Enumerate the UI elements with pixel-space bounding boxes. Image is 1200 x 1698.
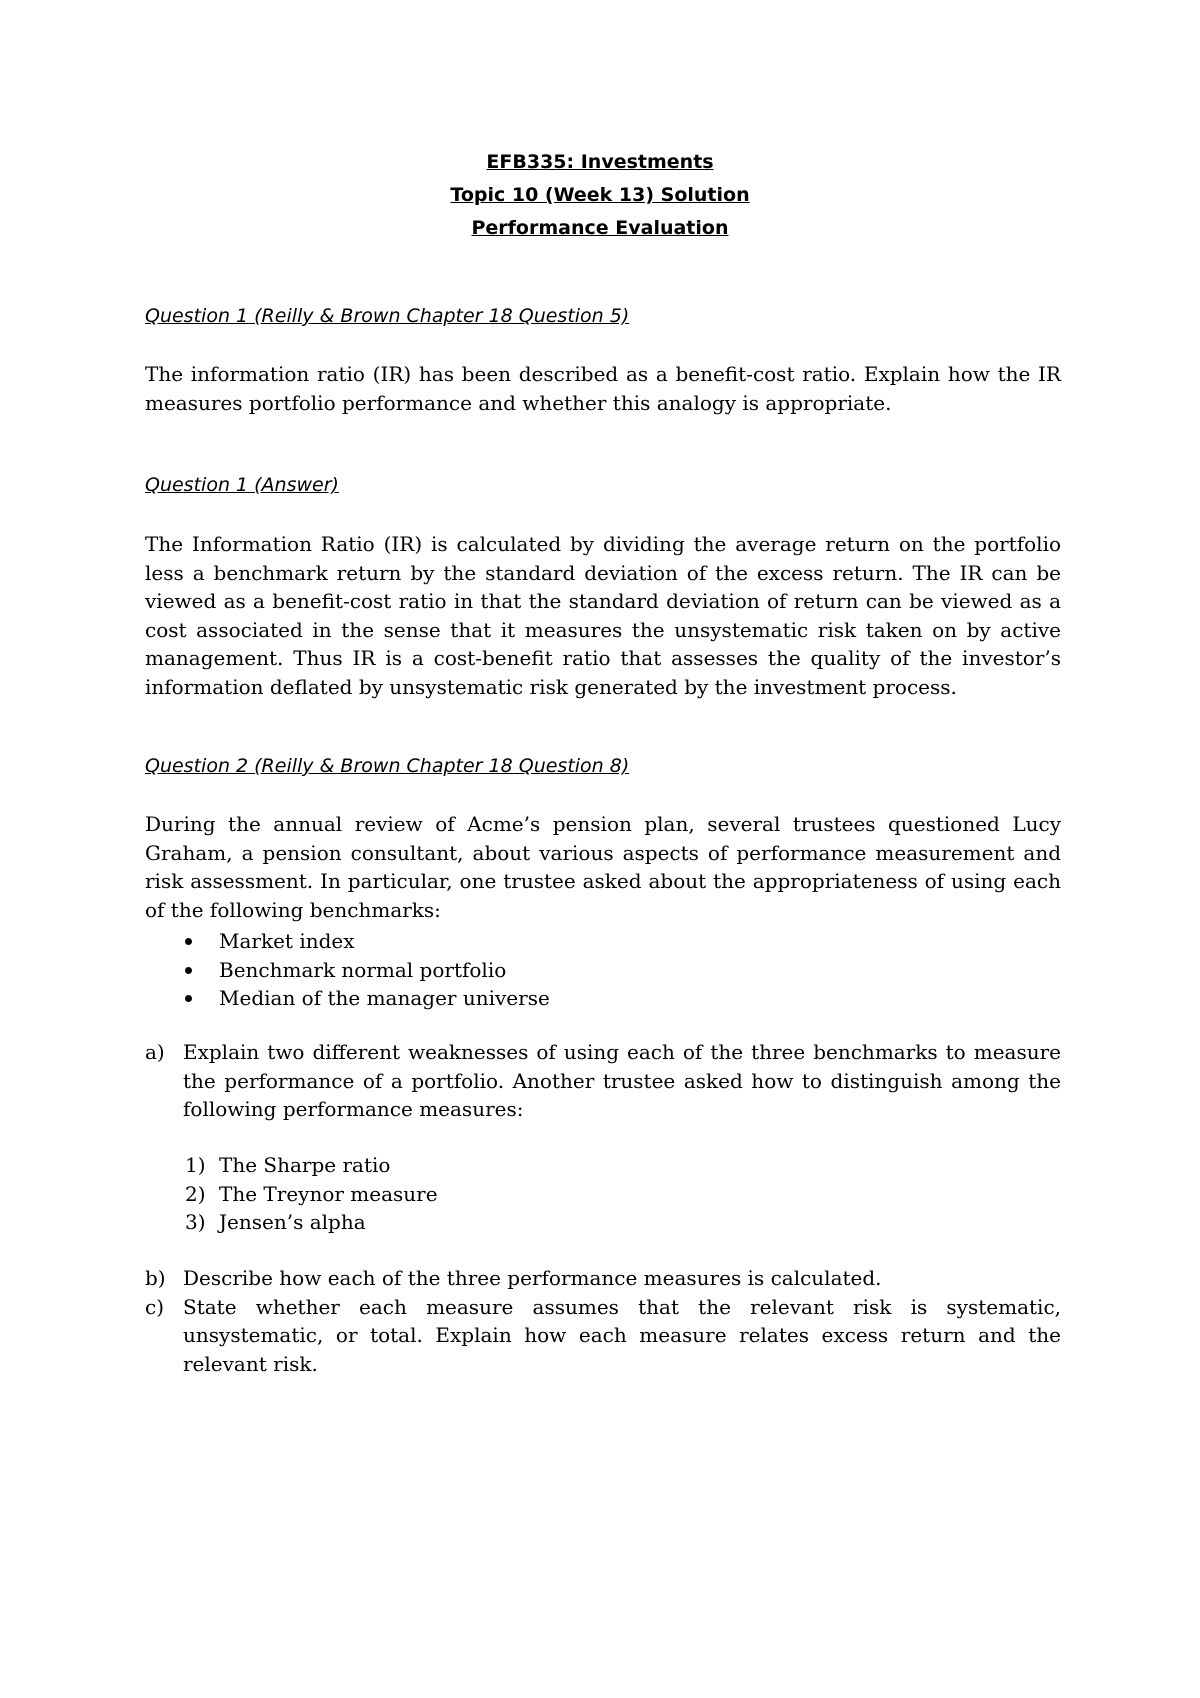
subject-title: Performance Evaluation	[471, 217, 729, 239]
list-item: Market index	[185, 927, 550, 956]
measures-list	[185, 1151, 438, 1237]
part-b-text: Describe how each of the three performance measures is calculated.	[183, 1266, 882, 1290]
bullet-icon	[185, 967, 192, 974]
document-header	[0, 146, 1200, 245]
part-a-label: a)	[145, 1040, 165, 1064]
question-1-answer-heading: Question 1 (Answer)	[145, 474, 339, 496]
part-b-label: b)	[145, 1266, 166, 1290]
question-1-answer-text: The Information Ratio (IR) is calculated by dividing the average return on the portfolio less a benchmark return by the standard deviation of the excess return. The IR can be viewed as a benefit-cost ratio in that the standard deviation of return can be viewed as a cost associated in the sense that it measures the unsystematic risk taken on by active management. Thus IR is a cost-benefit ratio that assesses the quality of the investor’s information deflated by unsystematic risk generated by the investment process.	[145, 532, 1061, 699]
topic-title: Topic 10 (Week 13) Solution	[450, 184, 750, 206]
part-c	[145, 1293, 1061, 1379]
list-item: 3) Jensen’s alpha	[185, 1210, 366, 1234]
part-b	[145, 1264, 1061, 1293]
bullet-icon	[185, 938, 192, 945]
course-title: EFB335: Investments	[486, 151, 714, 173]
part-c-label: c)	[145, 1294, 165, 1319]
list-item: 2) The Treynor measure	[185, 1181, 438, 1206]
question-2-heading: Question 2 (Reilly & Brown Chapter 18 Question 8)	[145, 755, 630, 777]
part-c-text: State whether each measure assumes that the relevant risk is systematic, unsystematic, or total. Explain how each measure relates excess return and the relevant risk.	[183, 1294, 1061, 1376]
list-item: 1) The Sharpe ratio	[185, 1153, 391, 1177]
list-item: Benchmark normal portfolio	[185, 956, 550, 985]
part-a	[145, 1038, 1061, 1124]
parts-b-c	[145, 1264, 1061, 1378]
question-2-intro: During the annual review of Acme’s pension plan, several trustees questioned Lucy Graham, a pension consultant, about various aspects of performance measurement and risk assessment. In particular, one trustee asked about the appropriateness of using each of the following benchmarks:	[145, 812, 1061, 922]
question-1-text: The information ratio (IR) has been described as a benefit-cost ratio. Explain how the IR measures portfolio performance and whether this analogy is appropriate.	[145, 362, 1061, 415]
question-1-heading: Question 1 (Reilly & Brown Chapter 18 Question 5)	[145, 305, 630, 327]
part-a-text: Explain two different weaknesses of using each of the three benchmarks to measure the performance of a portfolio. Another trustee asked how to distinguish among the following performance measures:	[183, 1040, 1061, 1121]
bullet-icon	[185, 995, 192, 1002]
benchmark-list	[185, 927, 550, 1013]
list-item: Median of the manager universe	[185, 984, 550, 1013]
